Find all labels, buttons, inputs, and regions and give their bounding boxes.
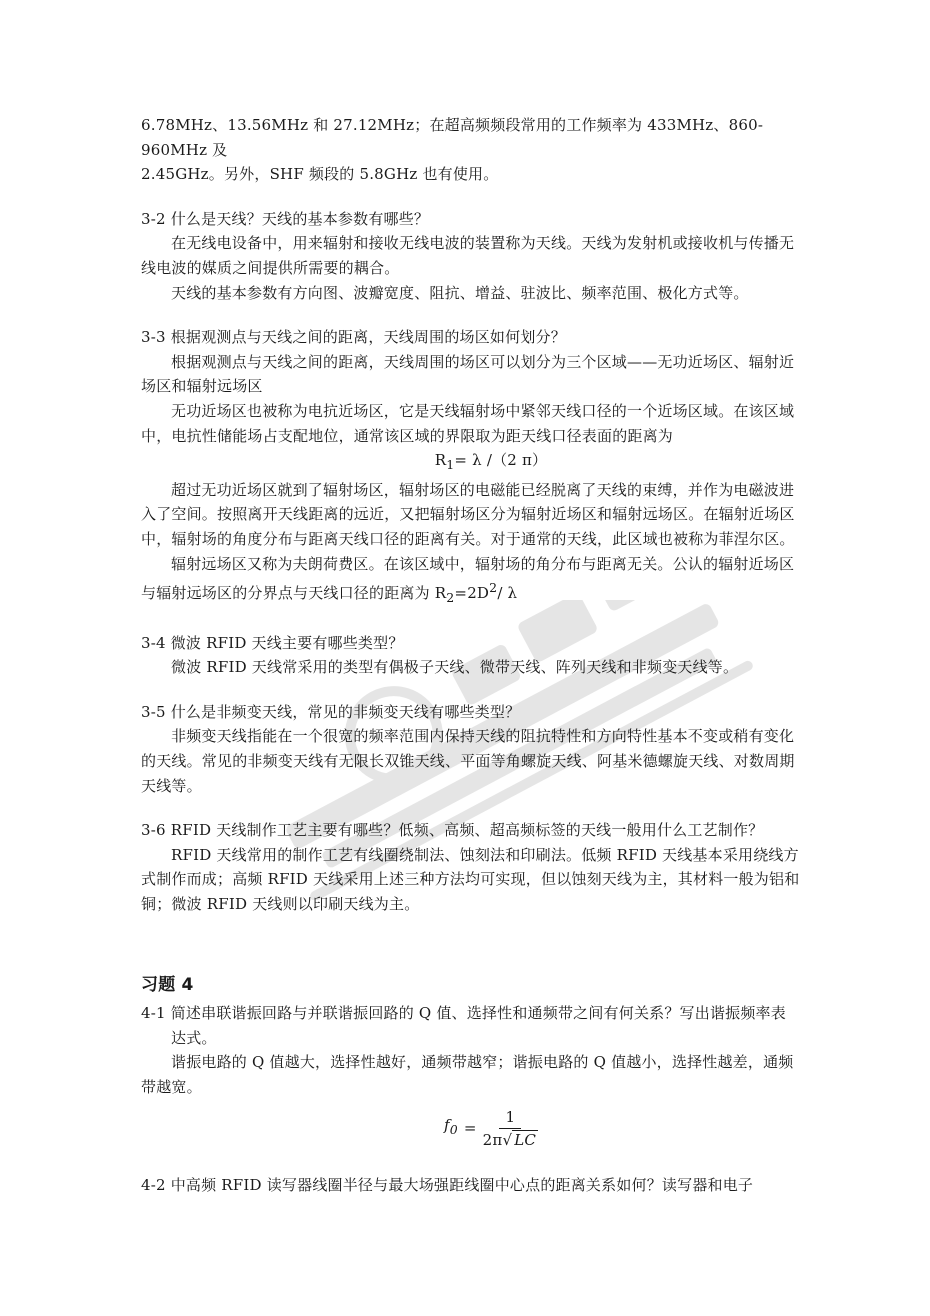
question-3-4: 3-4 微波 RFID 天线主要有哪些类型？	[141, 633, 404, 652]
answer-3-2-p2: 天线的基本参数有方向图、波瓣宽度、阻抗、增益、驻波比、频率范围、极化方式等。	[171, 283, 749, 302]
section-heading-exercise-4: 习题 4	[141, 974, 194, 995]
question-3-2: 3-2 什么是天线？天线的基本参数有哪些？	[141, 209, 430, 228]
formula-denominator	[483, 1129, 538, 1151]
answer-3-3-p4	[141, 552, 801, 611]
r2-formula-end: / λ	[497, 584, 518, 603]
formula-r1-rhs: = λ /（2 π）	[454, 451, 548, 470]
intro-line-2: 2.45GHz。另外，SHF 频段的 5.8GHz 也有使用。	[141, 165, 499, 184]
formula-den-prefix: 2π	[482, 1130, 503, 1149]
answer-4-1-p1: 谐振电路的 Q 值越大，选择性越好，通频带越窄；谐振电路的 Q 值越小，选择性越差，通频带越宽。	[141, 1053, 794, 1096]
answer-3-5-p1: 非频变天线指能在一个很宽的频率范围内保持天线的阻抗特性和方向特性基本不变或稍有变化的天线。常见的非频变天线有无限长双锥天线、平面等角螺旋天线、阿基米德螺旋天线、对数周期天线等。	[141, 727, 795, 795]
question-4-1: 4-1 简述串联谐振回路与并联谐振回路的 Q 值、选择性和通频带之间有何关系？写出谐振频率表达式。	[141, 1004, 786, 1047]
r2-formula-mid: =2D	[454, 584, 490, 603]
answer-3-4-p1: 微波 RFID 天线常采用的类型有偶极子天线、微带天线、阵列天线和非频变天线等。	[171, 658, 739, 677]
answer-3-3-p2: 无功近场区也被称为电抗近场区，它是天线辐射场中紧邻天线口径的一个近场区域。在该区域中，电抗性储能场占支配地位，通常该区域的界限取为距天线口径表面的距离为	[141, 401, 795, 445]
formula-radicand: LC	[514, 1130, 537, 1149]
answer-3-6-p1: RFID 天线常用的制作工艺有线圈绕制法、蚀刻法和印刷法。低频 RFID 天线基本采用绕线方式制作而成；高频 RFID 天线采用上述三种方法均可实现，但以蚀刻天线为主，其材料一般为铝和铜；微波 RFID 天线则以印刷天线为主。	[141, 845, 800, 914]
question-3-3: 3-3 根据观测点与天线之间的距离，天线周围的场区如何划分？	[141, 328, 566, 347]
r2-subscript: 2	[446, 590, 455, 606]
formula-r1	[141, 448, 801, 478]
intro-line-1: 6.78MHz、13.56MHz 和 27.12MHz；在超高频频段常用的工作频率为 433MHz、860-960MHz 及	[141, 116, 764, 159]
r2-superscript: 2	[489, 580, 498, 596]
answer-3-3-p1: 根据观测点与天线之间的距离，天线周围的场区可以划分为三个区域——无功近场区、辐射近场区和辐射远场区	[141, 352, 795, 396]
answer-3-2-p1: 在无线电设备中，用来辐射和接收无线电波的装置称为天线。天线为发射机或接收机与传播无线电波的媒质之间提供所需要的耦合。	[141, 234, 795, 277]
sqrt-icon: √	[502, 1130, 513, 1149]
formula-equals: =	[463, 1118, 477, 1137]
answer-3-3-p4-text: 辐射远场区又称为夫朗荷费区。在该区域中，辐射场的角分布与距离无关。公认的辐射近场区与辐射远场区的分界点与天线口径的距离为 R	[141, 554, 795, 603]
formula-f0	[444, 1113, 458, 1143]
formula-f: f	[443, 1116, 450, 1135]
formula-fraction	[483, 1106, 538, 1151]
resonance-frequency-formula	[181, 1106, 801, 1151]
document-body	[141, 113, 801, 1197]
formula-r1-lhs: R	[434, 451, 447, 470]
question-3-6: 3-6 RFID 天线制作工艺主要有哪些？低频、高频、超高频标签的天线一般用什么工艺制作？	[141, 821, 764, 840]
formula-r1-sub: 1	[446, 457, 455, 473]
answer-3-3-p3: 超过无功近场区就到了辐射场区，辐射场区的电磁能已经脱离了天线的束缚，并作为电磁波进入了空间。按照离开天线距离的远近，又把辐射场区分为辐射近场区和辐射远场区。在辐射近场区中，辐射场的角度分布与距离天线口径的距离有关。对于通常的天线，此区域也被称为菲涅尔区。	[141, 480, 795, 548]
question-3-5: 3-5 什么是非频变天线，常见的非频变天线有哪些类型？	[141, 702, 521, 721]
formula-numerator: 1	[499, 1106, 521, 1129]
formula-f-sub: 0	[449, 1122, 458, 1138]
question-4-2: 4-2 中高频 RFID 读写器线圈半径与最大场强距线圈中心点的距离关系如何？读写器和电子	[141, 1175, 754, 1194]
